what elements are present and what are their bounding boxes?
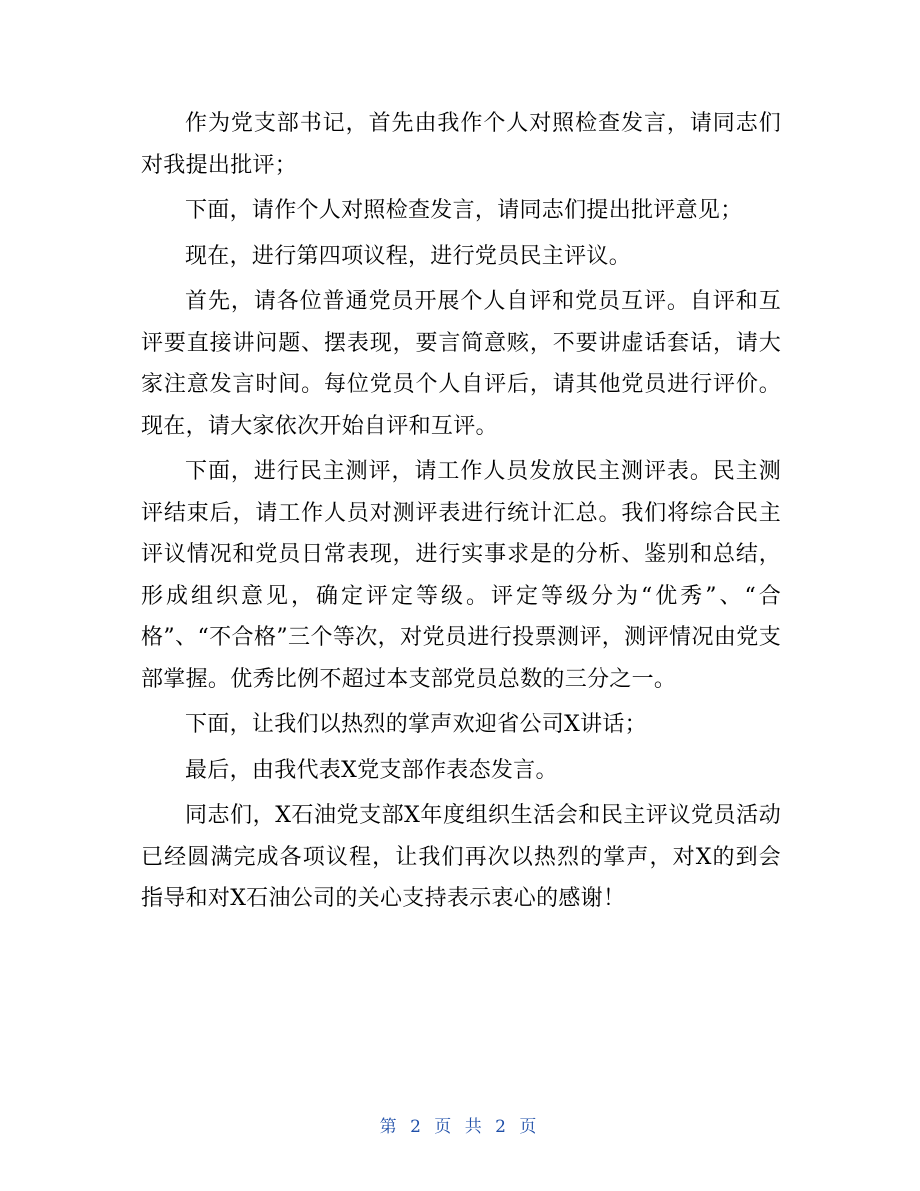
paragraph-1: 作为党支部书记，首先由我作个人对照检查发言，请同志们对我提出批评； (141, 111, 781, 178)
paragraph-8: 同志们，X石油党支部X年度组织生活会和民主评议党员活动已经圆满完成各项议程，让我们再次以热烈的掌声，对X的到会指导和对X石油公司的关心支持表示衷心的感谢！ (141, 803, 781, 911)
paragraph-5: 下面，进行民主测评，请工作人员发放民主测评表。民主测评结束后，请工作人员对测评表进行统计汇总。我们将综合民主评议情况和党员日常表现，进行实事求是的分析、鉴别和总结，形成组织意见，确定评定等级。评定等级分为“优秀”、“合格”、“不合格”三个等次，对党员进行投票测评，测评情况由党支部掌握。优秀比例不超过本支部党员总数的三分之一。 (141, 459, 781, 692)
paragraph-2: 下面，请作个人对照检查发言，请同志们提出批评意见； (185, 198, 743, 223)
page-number-footer: 第 2 页 共 2 页 (379, 1117, 541, 1137)
document-body (141, 103, 781, 924)
paragraph-3: 现在，进行第四项议程，进行党员民主评议。 (185, 243, 632, 269)
paragraph-7: 最后，由我代表X党支部作表态发言。 (185, 757, 558, 783)
paragraph-4: 首先，请各位普通党员开展个人自评和党员互评。自评和互评要直接讲问题、摆表现，要言简意赅，不要讲虚话套话，请大家注意发言时间。每位党员个人自评后，请其他党员进行评价。现在，请大家依次开始自评和互评。 (141, 289, 781, 439)
paragraph-6: 下面，让我们以热烈的掌声欢迎省公司X讲话； (185, 712, 647, 737)
